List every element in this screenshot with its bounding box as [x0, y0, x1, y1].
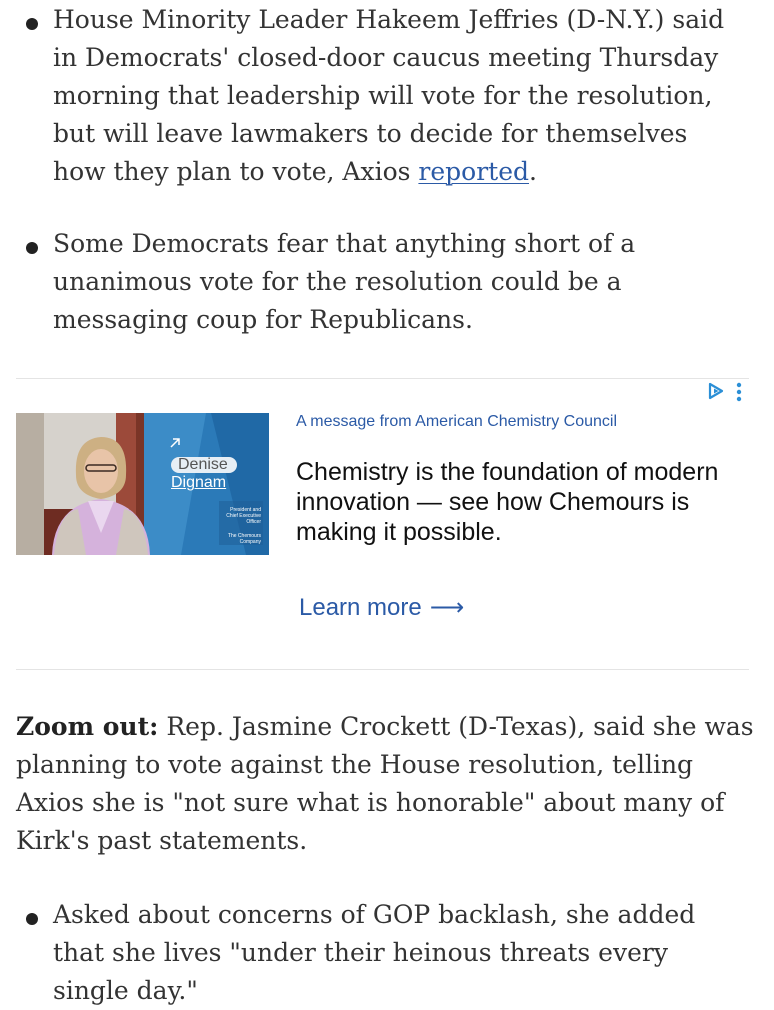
list-item	[0, 1, 774, 191]
learn-more-label: Learn more	[299, 594, 422, 621]
bullet-text: Some Democrats fear that anything short of a unanimous vote for the resolution could be a messaging coup for Republicans.	[53, 229, 636, 334]
list-item	[0, 225, 774, 339]
zoom-out-label: Zoom out:	[16, 712, 159, 741]
sponsored-ad	[16, 378, 749, 670]
person-company: The Chemours Company	[227, 533, 261, 545]
bullet-text: House Minority Leader Hakeem Jeffries (D-N.Y.) said in Democrats' closed-door caucus meeting Thursday morning that leadership will vote for the resolution, but will leave lawmakers to decide for themselves how they plan to vote, Axios	[53, 5, 725, 186]
ad-headline[interactable]: Chemistry is the foundation of modern innovation — see how Chemours is making it possible.	[296, 458, 719, 546]
reported-link[interactable]: reported	[418, 157, 530, 186]
zoom-out-paragraph	[16, 708, 756, 860]
bullet-text: Asked about concerns of GOP backlash, she added that she lives "under their heinous threats every single day."	[53, 900, 696, 1005]
bullet-list-bottom	[0, 896, 774, 1010]
ad-image[interactable]	[16, 413, 269, 555]
more-options-icon[interactable]	[735, 382, 743, 402]
list-item	[0, 896, 774, 1010]
person-first-name: Denise	[178, 456, 228, 473]
person-title: President and Chief Executive Officer	[226, 507, 261, 525]
bullet-list-top	[0, 1, 774, 339]
learn-more-link[interactable]	[299, 593, 464, 622]
bullet-dot	[26, 242, 38, 254]
bullet-dot	[26, 913, 38, 925]
arrow-right-icon: ⟶	[429, 594, 465, 621]
zoom-out-text: Rep. Jasmine Crockett (D-Texas), said she was planning to vote against the House resolution, telling Axios she is "not sure what is honorable" about many of Kirk's past statements.	[16, 712, 754, 855]
ad-sponsor-label: A message from American Chemistry Council	[296, 413, 617, 430]
bullet-suffix: .	[529, 157, 537, 186]
person-last-name: Dignam	[171, 474, 227, 491]
ad-choices-icon[interactable]	[707, 382, 725, 400]
bullet-dot	[26, 18, 38, 30]
